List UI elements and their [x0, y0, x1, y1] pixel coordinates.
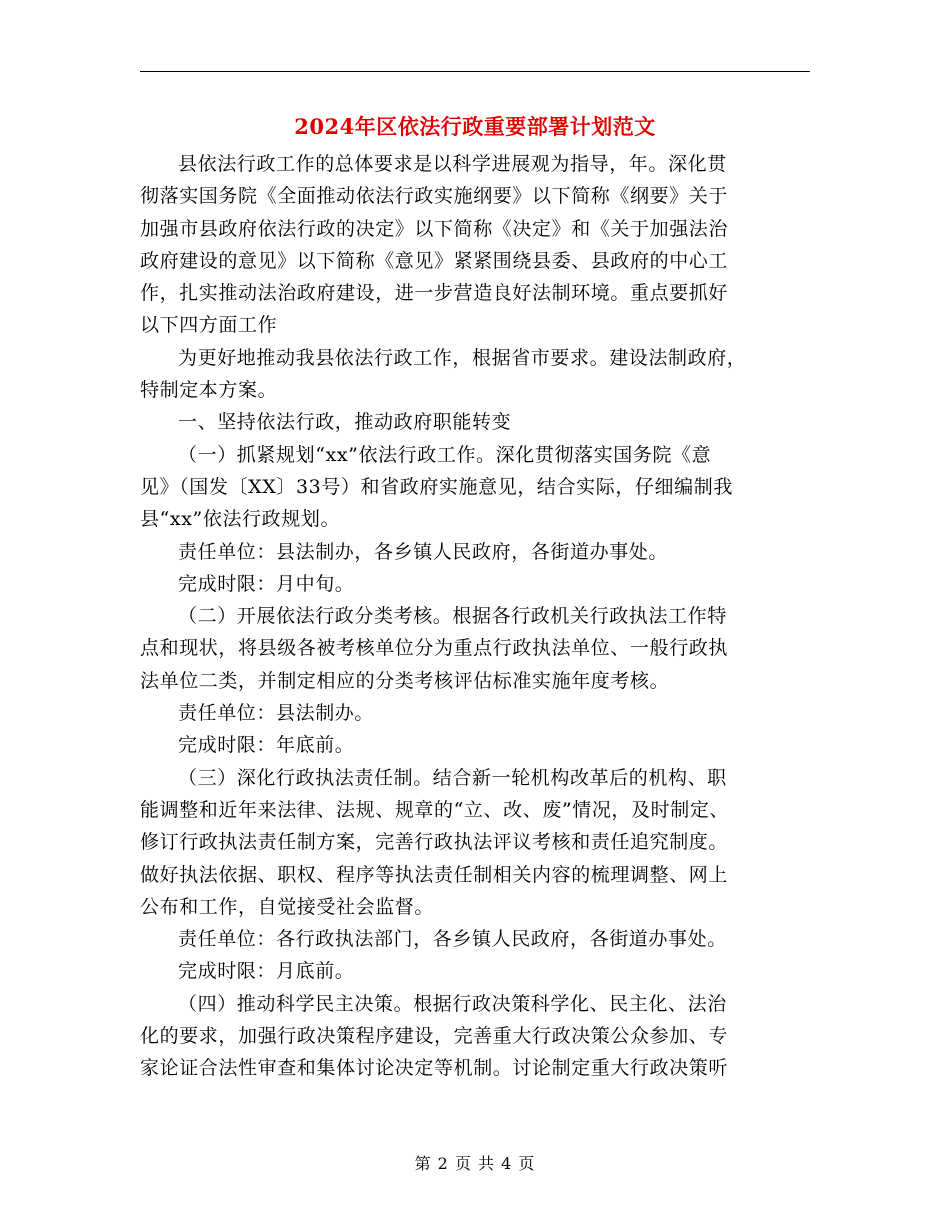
item-2-deadline: 完成时限：年底前。: [178, 734, 355, 757]
page-suffix: 页: [518, 1154, 536, 1173]
header-rule: [140, 71, 810, 72]
item-1-responsible-unit: 责任单位：县法制办，各乡镇人民政府，各街道办事处。: [178, 540, 669, 563]
item-1-text: （一）抓紧规划“xx”依法行政工作。深化贯彻落实国务院《意 见》（国发〔XX〕33号）和省政府实施意见，结合实际，仔细编制我 县“xx”依法行政规划。: [140, 443, 733, 531]
page-mid: 页 共: [454, 1154, 496, 1173]
page-current: 2: [437, 1154, 449, 1173]
item-1-deadline: 完成时限：月中旬。: [178, 572, 355, 595]
section-heading-1: 一、坚持依法行政，推动政府职能转变: [178, 411, 512, 434]
page-prefix: 第: [414, 1154, 432, 1173]
item-2-text: （二）开展依法行政分类考核。根据各行政机关行政执法工作特 点和现状，将县级各被考核单位分为重点行政执法单位、一般行政执 法单位二类，并制定相应的分类考核评估标准实施年度考核。: [140, 605, 729, 692]
document-title: 2024年区依法行政重要部署计划范文: [294, 114, 656, 139]
page-total: 4: [501, 1154, 513, 1173]
item-3-responsible-unit: 责任单位：各行政执法部门，各乡镇人民政府，各街道办事处。: [178, 928, 727, 951]
page-number-footer: [0, 1152, 950, 1176]
item-2-responsible-unit: 责任单位：县法制办。: [178, 702, 375, 725]
item-3-deadline: 完成时限：月底前。: [178, 960, 355, 983]
paragraph-purpose: 为更好地推动我县依法行政工作，根据省市要求。建设法制政府， 特制定本方案。: [140, 346, 747, 402]
paragraph-intro: 县依法行政工作的总体要求是以科学进展观为指导，年。深化贯 彻落实国务院《全面推动依法行政实施纲要》以下简称《纲要》关于 加强市县政府依法行政的决定》以下简称《决定》和《关于加强法治 政府建设的意见》以下简称《意见》紧紧围绕县委、县政府的中心工 作，扎实推动法治政府建设，进一步营造良好法制环境。重点要抓好 以下四方面工作: [140, 153, 729, 337]
document-body: [140, 148, 812, 1085]
item-4-text: （四）推动科学民主决策。根据行政决策科学化、民主化、法治 化的要求，加强行政决策程序建设，完善重大行政决策公众参加、专 家论证合法性审查和集体讨论决定等机制。讨论制定重大行政决策听: [140, 992, 729, 1080]
item-3-text: （三）深化行政执法责任制。结合新一轮机构改革后的机构、职 能调整和近年来法律、法规、规章的“立、改、废”情况，及时制定、 修订行政执法责任制方案，完善行政执法评议考核和责任追究制度。 做好执法依据、职权、程序等执法责任制相关内容的梳理调整、网上 公布和工作，自觉接受社会监督。: [140, 766, 730, 918]
